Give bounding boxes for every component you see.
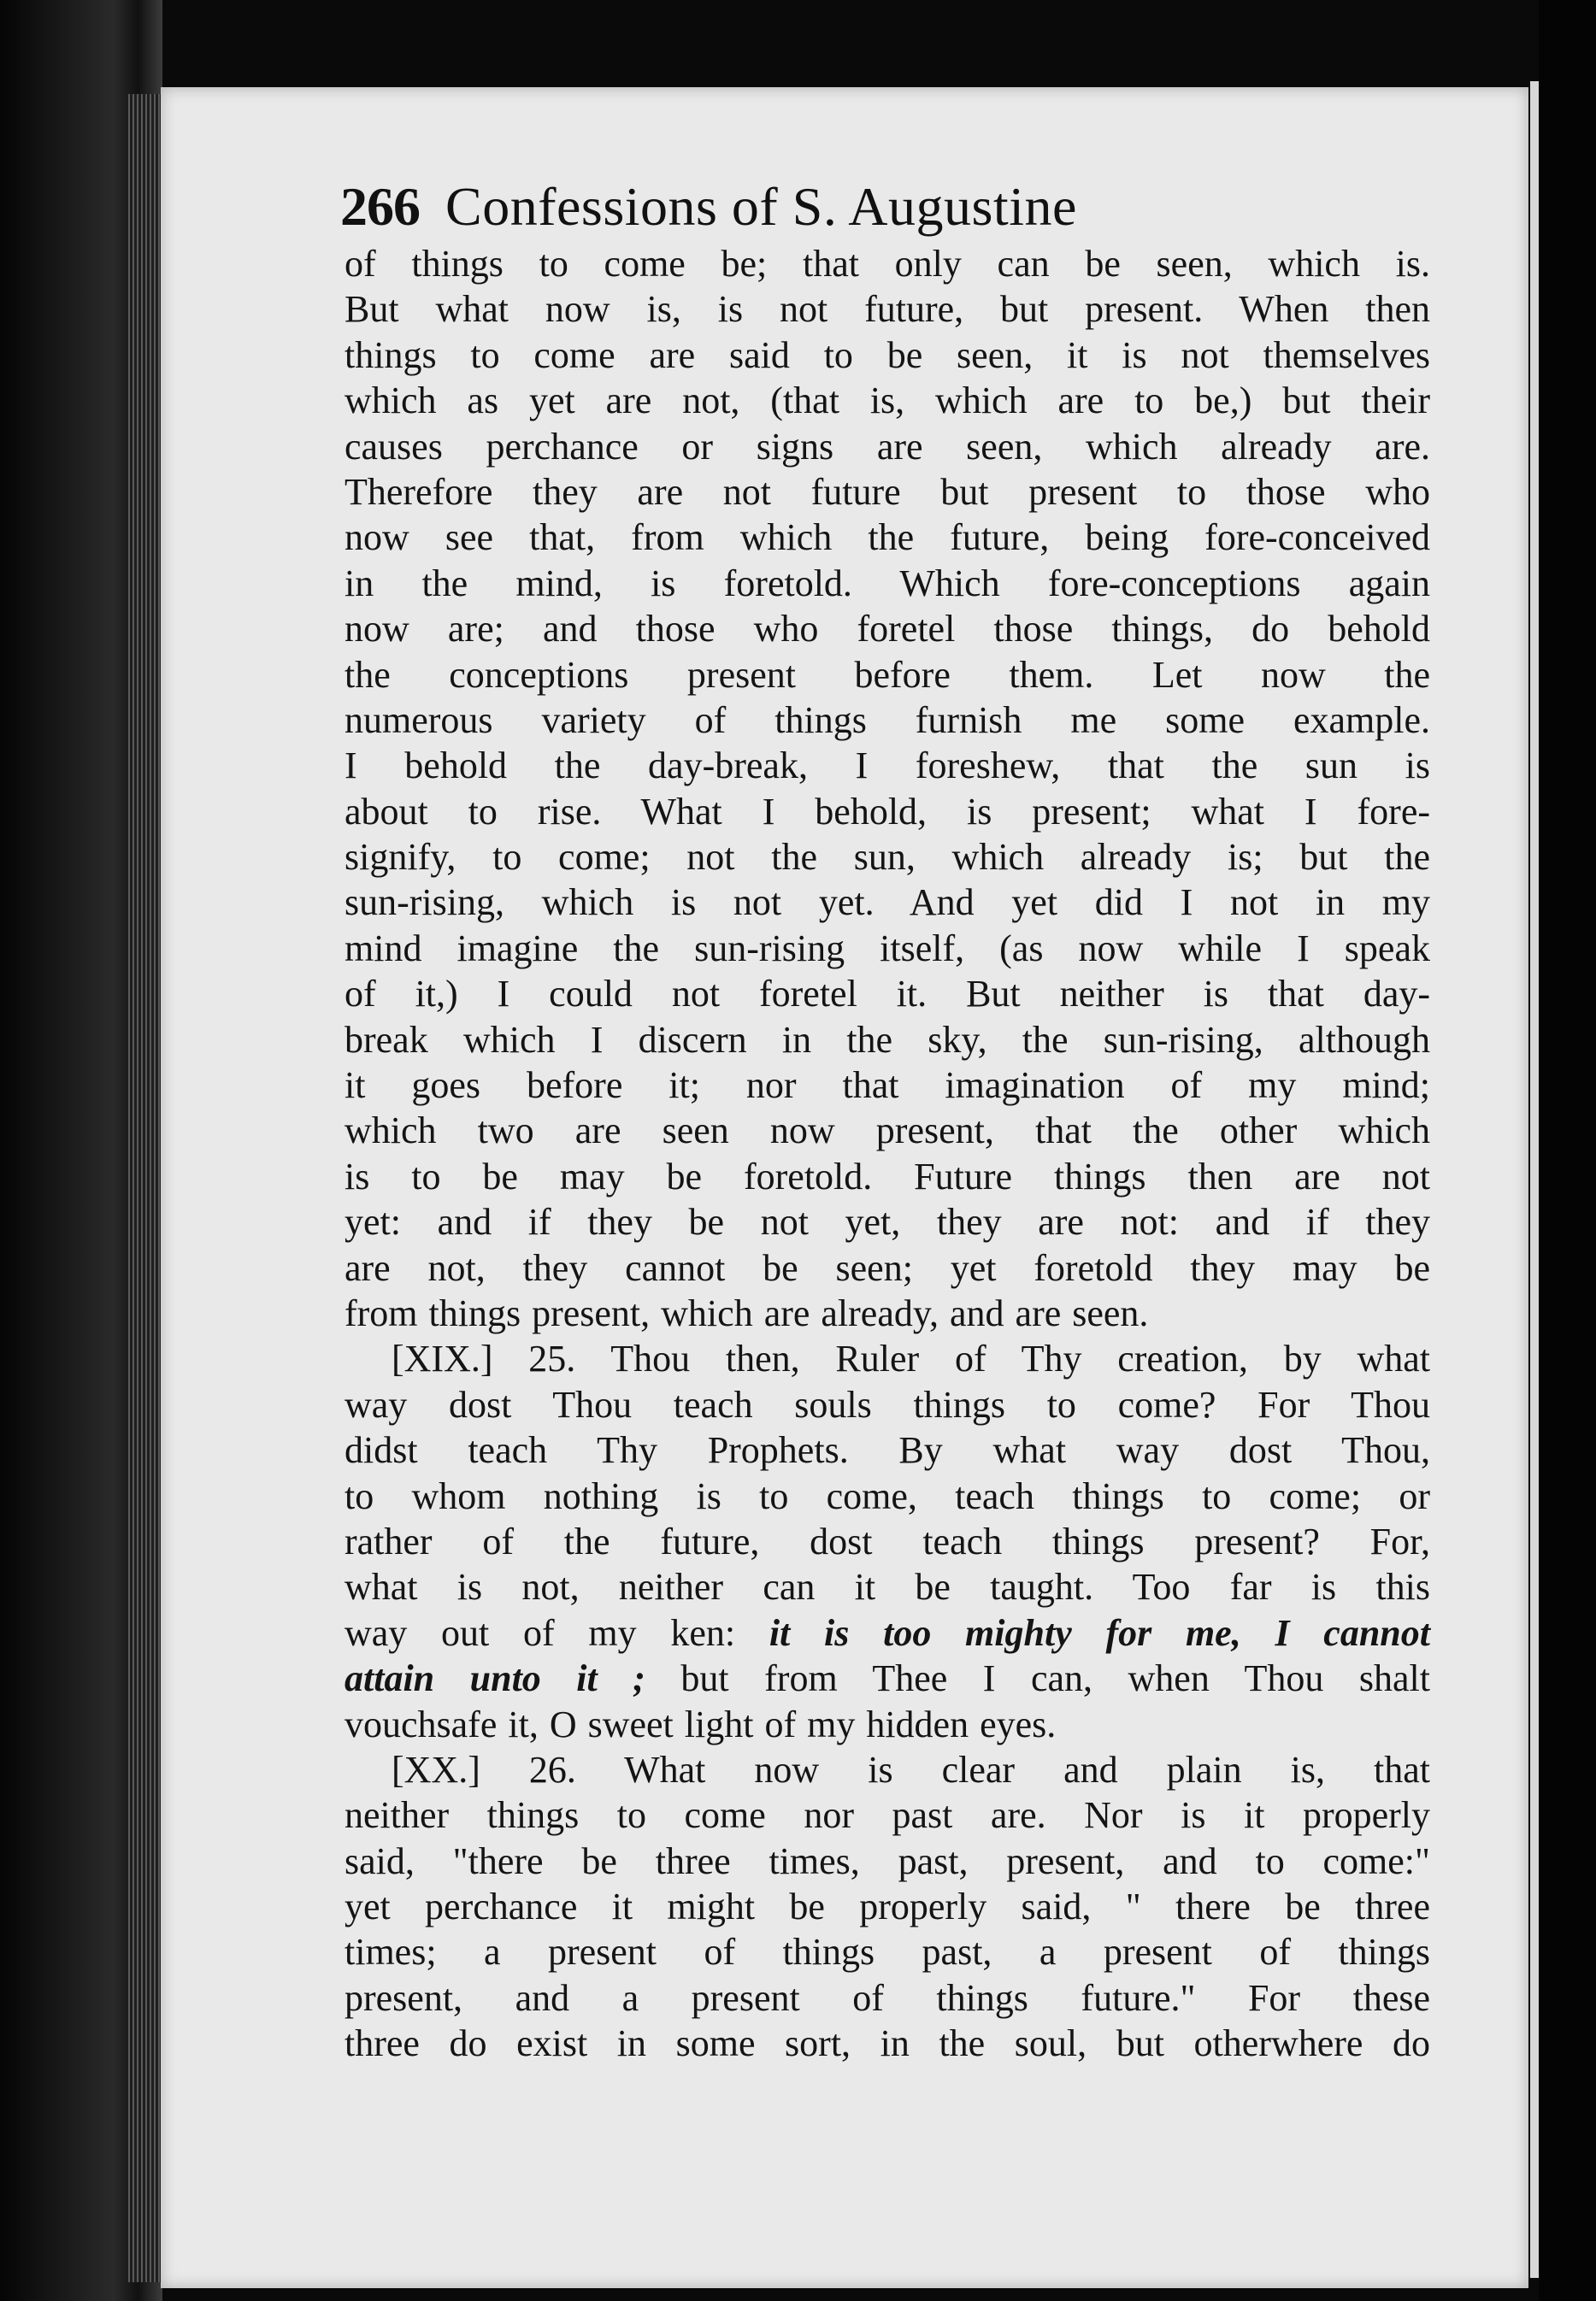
text-line: is to be may be foretold. Future things then are not [345, 1155, 1430, 1198]
text-fragment: way out of my ken: [345, 1611, 736, 1654]
text-line-with-italic [345, 1656, 1430, 1701]
text-line: three do exist in some sort, in the soul, but otherwhere do [345, 2022, 1430, 2065]
scan-border-right [1539, 0, 1596, 2301]
section-heading-line: [XX.] 26. What now is clear and plain is, that [392, 1748, 1430, 1791]
text-line: it goes before it; nor that imagination of my mind; [345, 1064, 1430, 1107]
running-title: Confessions of S. Augustine [445, 176, 1077, 237]
text-line: now see that, from which the future, being fore-conceived [345, 516, 1430, 559]
text-line: signify, to come; not the sun, which already is; but the [345, 836, 1430, 879]
body-text [345, 241, 1430, 2067]
text-line: said, "there be three times, past, present, and to come:" [345, 1839, 1430, 1882]
text-line: numerous variety of things furnish me some example. [345, 698, 1430, 741]
text-line: of it,) I could not foretel it. But neither is that day- [345, 973, 1430, 1015]
italic-quotation: attain unto it ; [345, 1657, 645, 1700]
text-line: what is not, neither can it be taught. Too far is this [345, 1566, 1430, 1609]
text-line: But what now is, is not future, but present. When then [345, 288, 1430, 331]
text-line: present, and a present of things future." For these [345, 1976, 1430, 2019]
text-line: which two are seen now present, that the other which [345, 1109, 1430, 1152]
text-line: causes perchance or signs are seen, which already are. [345, 425, 1430, 468]
text-line: times; a present of things past, a present of things [345, 1931, 1430, 1974]
text-line: sun-rising, which is not yet. And yet did I not in my [345, 881, 1430, 924]
page-stack-edges [128, 94, 162, 2282]
text-line: mind imagine the sun-rising itself, (as now while I speak [345, 927, 1430, 969]
text-line: now are; and those who foretel those things, do behold [345, 608, 1430, 650]
text-line: neither things to come nor past are. Nor is it properly [345, 1794, 1430, 1837]
text-line: vouchsafe it, O sweet light of my hidden eyes. [345, 1703, 1057, 1745]
text-line: Therefore they are not future but present to those who [345, 470, 1430, 513]
book-page [161, 87, 1528, 2288]
text-line: which as yet are not, (that is, which are to be,) but their [345, 380, 1430, 422]
section-heading-line: [XIX.] 25. Thou then, Ruler of Thy creation, by what [392, 1338, 1430, 1380]
text-line: to whom nothing is to come, teach things to come; or [345, 1474, 1430, 1517]
text-line: about to rise. What I behold, is present; what I fore- [345, 790, 1430, 833]
text-line: way dost Thou teach souls things to come? For Thou [345, 1383, 1430, 1426]
page-number: 266 [340, 176, 420, 237]
text-fragment: but from Thee I can, when Thou shalt [680, 1657, 1431, 1700]
text-line: things to come are said to be seen, it is not themselves [345, 333, 1430, 376]
text-line: from things present, which are already, and are seen. [345, 1292, 1149, 1334]
italic-quotation: it is too mighty for me, I cannot [769, 1611, 1430, 1654]
text-line: yet: and if they be not yet, they are not: and if they [345, 1201, 1430, 1244]
text-line: yet perchance it might be properly said, " there be three [345, 1886, 1430, 1928]
text-line: didst teach Thy Prophets. By what way dost Thou, [345, 1429, 1430, 1472]
page-header [340, 173, 1434, 241]
text-line: break which I discern in the sky, the sun-rising, although [345, 1018, 1430, 1061]
text-line: I behold the day-break, I foreshew, that the sun is [345, 744, 1430, 787]
text-line: of things to come be; that only can be seen, which is. [345, 243, 1430, 285]
page-right-edge [1530, 81, 1539, 2278]
text-line: are not, they cannot be seen; yet foretold they may be [345, 1246, 1430, 1289]
text-line: in the mind, is foretold. Which fore-conceptions again [345, 562, 1430, 604]
text-line: rather of the future, dost teach things present? For, [345, 1520, 1430, 1562]
text-line: the conceptions present before them. Let now the [345, 653, 1430, 696]
text-line-with-italic [345, 1610, 1430, 1656]
